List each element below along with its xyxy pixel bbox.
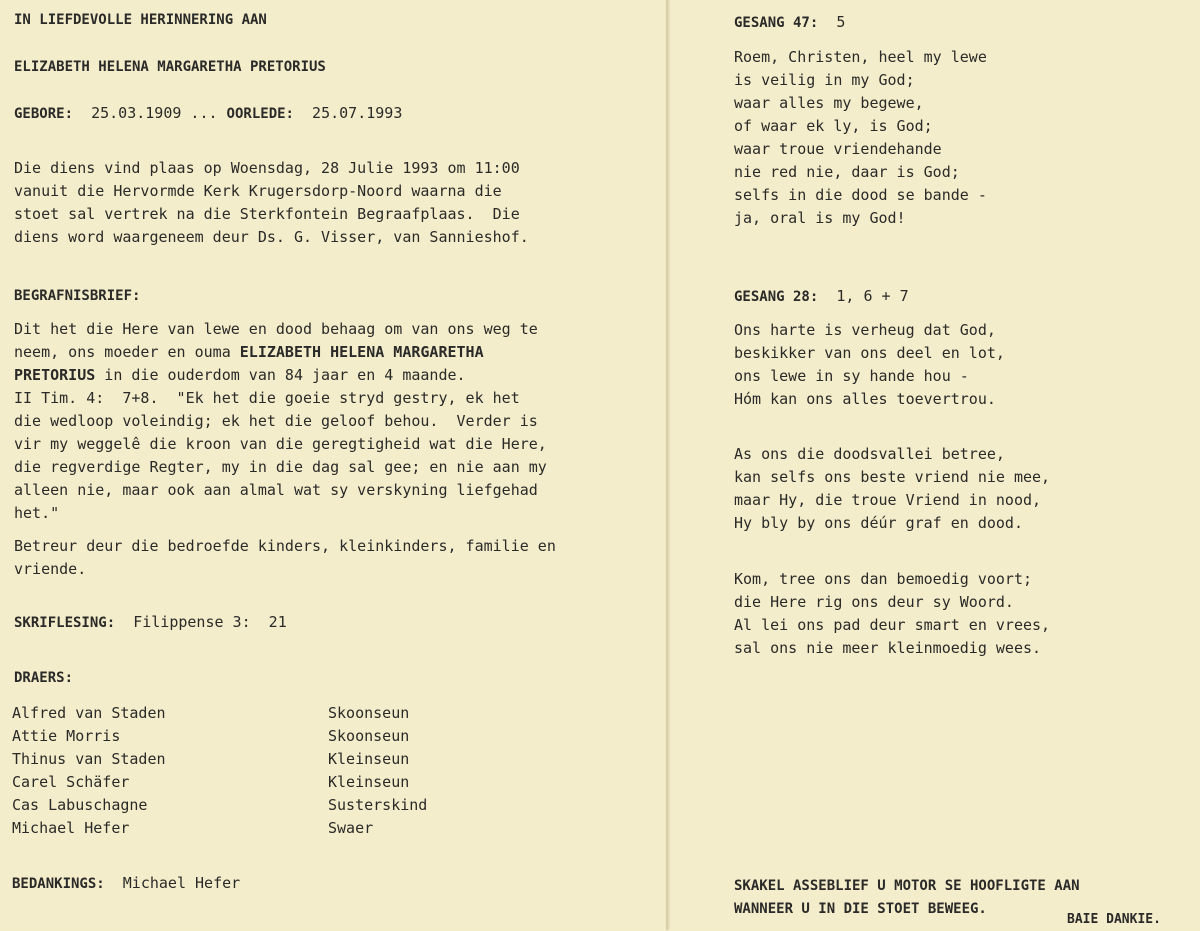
dates-line <box>14 102 402 125</box>
bearers-heading: DRAERS: <box>14 670 74 686</box>
hymn1-line: ja, oral is my God! <box>734 209 906 227</box>
hymn1-line: waar alles my begewe, <box>734 94 924 112</box>
bearer-name: Alfred van Staden <box>12 704 166 722</box>
hymn2-line: sal ons nie meer kleinmoedig wees. <box>734 639 1042 657</box>
hymn1-line: nie red nie, daar is God; <box>734 163 960 181</box>
hymn1-label: GESANG 47: <box>734 15 819 31</box>
hymn1-heading <box>734 11 845 34</box>
hymn2-heading <box>734 285 909 308</box>
bearer-name: Michael Hefer <box>12 819 130 837</box>
letter-text: in die ouderdom van 84 jaar en 4 maande. <box>95 366 466 384</box>
thanks-value: Michael Hefer <box>122 874 241 892</box>
letter-line: alleen nie, maar ook aan almal wat sy verskyning liefgehad <box>14 481 538 499</box>
letter-name-bold: PRETORIUS <box>14 366 96 384</box>
bearer-relation: Susterskind <box>328 796 428 814</box>
reading-label: SKRIFLESING: <box>14 615 116 631</box>
hymn1-line: of waar ek ly, is God; <box>734 117 933 135</box>
bearer-relation: Kleinseun <box>328 750 410 768</box>
letter-line: Dit het die Here van lewe en dood behaag om van ons weg te <box>14 320 538 338</box>
hymn2-line: Hy bly by ons déúr graf en dood. <box>734 514 1023 532</box>
died-date: 25.07.1993 <box>312 104 403 122</box>
hymn2-line: kan selfs ons beste vriend nie mee, <box>734 468 1051 486</box>
hymn2-line: maar Hy, die troue Vriend in nood, <box>734 491 1042 509</box>
mourned-line: Betreur deur die bedroefde kinders, kleinkinders, familie en <box>14 537 556 555</box>
deceased-name: ELIZABETH HELENA MARGARETHA PRETORIUS <box>14 59 326 75</box>
letter-text: neem, ons moeder en ouma <box>14 343 240 361</box>
service-line: diens word waargeneem deur Ds. G. Visser, van Sannieshof. <box>14 228 529 246</box>
hymn1-line: waar troue vriendehande <box>734 140 942 158</box>
letter-name-bold: ELIZABETH HELENA MARGARETHA <box>239 343 484 361</box>
thanks-label: BEDANKINGS: <box>12 876 105 892</box>
letter-line: II Tim. 4: 7+8. "Ek het die goeie stryd gestry, ek het <box>14 389 520 407</box>
hymn1-line: is veilig in my God; <box>734 71 915 89</box>
letter-line: die wedloop voleindig; ek het die geloof behou. Verder is <box>14 412 538 430</box>
bearer-name: Thinus van Staden <box>12 750 166 768</box>
reading-line <box>14 611 287 634</box>
bearer-name: Cas Labuschagne <box>12 796 148 814</box>
service-line: stoet sal vertrek na die Sterkfontein Begraafplaas. Die <box>14 205 520 223</box>
hymn1-line: selfs in die dood se bande - <box>734 186 987 204</box>
hymn2-line: Hóm kan ons alles toevertrou. <box>734 390 996 408</box>
card-heading: IN LIEFDEVOLLE HERINNERING AAN <box>14 12 267 28</box>
mourned-line: vriende. <box>14 560 87 578</box>
letter-heading: BEGRAFNISBRIEF: <box>14 288 141 304</box>
died-label: OORLEDE: <box>226 106 294 122</box>
bearer-relation: Skoonseun <box>328 704 410 722</box>
letter-line <box>14 364 466 386</box>
service-line: vanuit die Hervormde Kerk Krugersdorp-Noord waarna die <box>14 182 502 200</box>
thanks-line <box>12 872 240 895</box>
hymn1-verses: 5 <box>836 13 846 31</box>
letter-line: vir my weggelê die kroon van die geregtigheid wat die Here, <box>14 435 547 453</box>
bearer-name: Attie Morris <box>12 727 121 745</box>
bearer-relation: Skoonseun <box>328 727 410 745</box>
hymn2-verses: 1, 6 + 7 <box>836 287 909 305</box>
hymn2-label: GESANG 28: <box>734 289 819 305</box>
page-fold <box>666 0 668 930</box>
dates-separator: ... <box>190 104 218 122</box>
letter-line <box>14 341 484 363</box>
bearer-relation: Swaer <box>328 819 374 837</box>
hymn1-line: Roem, Christen, heel my lewe <box>734 48 987 66</box>
headlights-notice: SKAKEL ASSEBLIEF U MOTOR SE HOOFLIGTE AAN <box>734 878 1080 894</box>
service-line: Die diens vind plaas op Woensdag, 28 Julie 1993 om 11:00 <box>14 159 520 177</box>
letter-line: die regverdige Regter, my in die dag sal gee; en nie aan my <box>14 458 547 476</box>
born-date: 25.03.1909 <box>91 104 182 122</box>
born-label: GEBORE: <box>14 106 74 122</box>
reading-value: Filippense 3: 21 <box>133 613 287 631</box>
hymn2-line: beskikker van ons deel en lot, <box>734 344 1005 362</box>
hymn2-line: Ons harte is verheug dat God, <box>734 321 996 339</box>
thank-you: BAIE DANKIE. <box>1067 912 1161 927</box>
bearer-relation: Kleinseun <box>328 773 410 791</box>
hymn2-line: Al lei ons pad deur smart en vrees, <box>734 616 1051 634</box>
hymn2-line: ons lewe in sy hande hou - <box>734 367 969 385</box>
bearer-name: Carel Schäfer <box>12 773 130 791</box>
hymn2-line: As ons die doodsvallei betree, <box>734 445 1005 463</box>
letter-line: het." <box>14 504 60 522</box>
hymn2-line: die Here rig ons deur sy Woord. <box>734 593 1014 611</box>
hymn2-line: Kom, tree ons dan bemoedig voort; <box>734 570 1033 588</box>
headlights-notice: WANNEER U IN DIE STOET BEWEEG. <box>734 901 987 917</box>
